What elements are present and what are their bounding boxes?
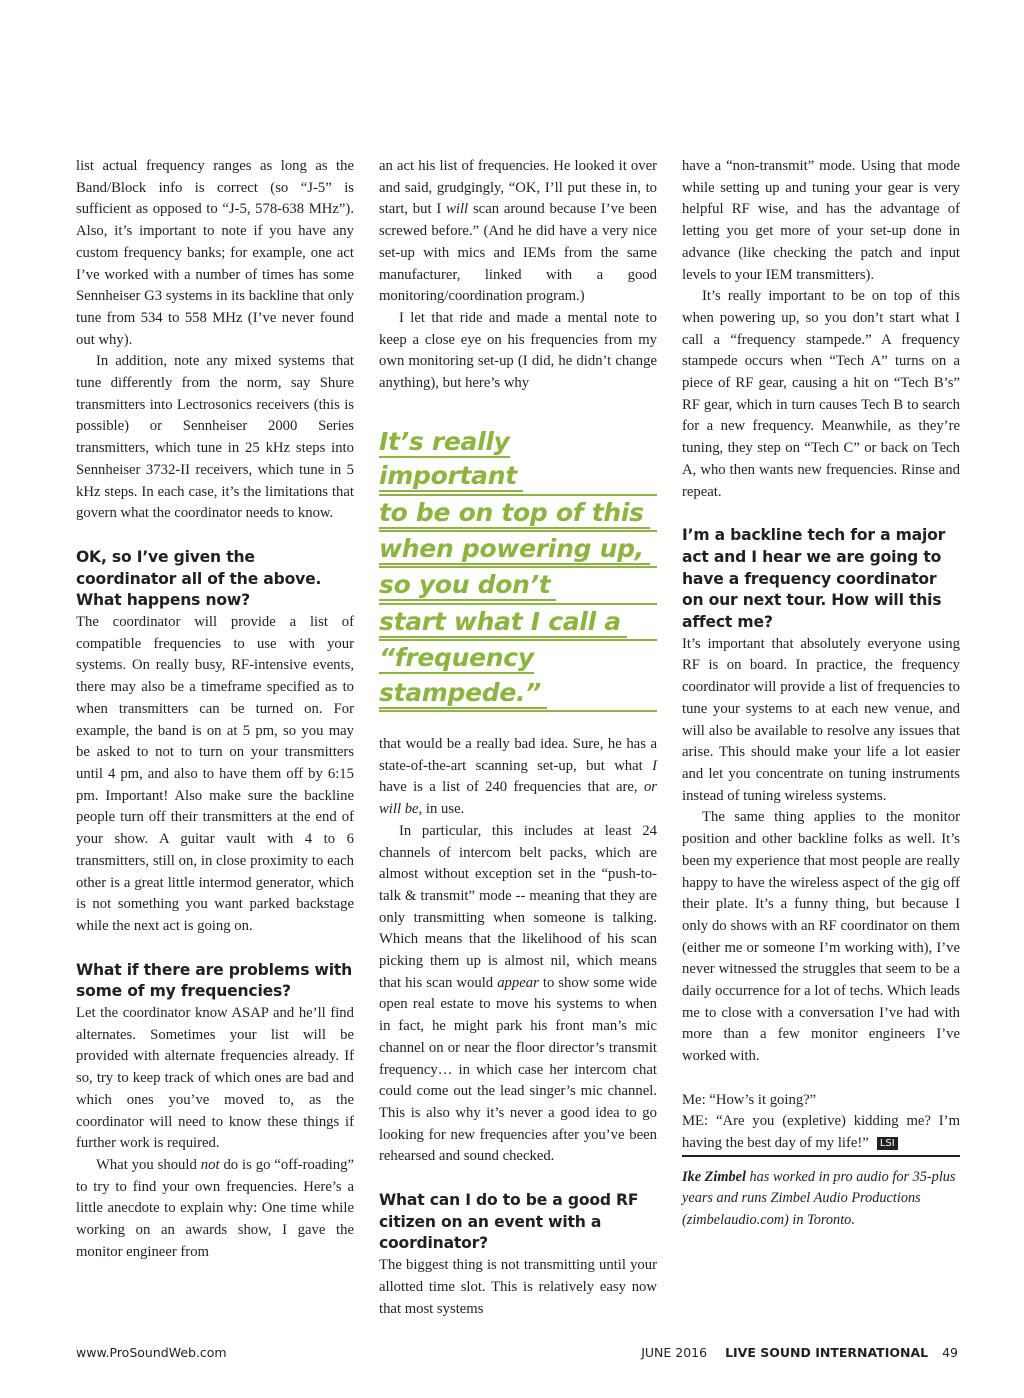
paragraph: have a “non-transmit” mode. Using that mode while setting up and tuning your gear is very helpful RF wise, and has the advantage of letting you get more of your set-up done in advance (like checking the patch and input levels to your IEM transmitters). bbox=[682, 158, 960, 283]
pull-quote-line: to be on top of this bbox=[379, 498, 650, 529]
author-bio: Ike Zimbel has worked in pro audio for 35-plus years and runs Zimbel Audio Productions (zimbelaudio.com) in Toronto. bbox=[682, 1155, 960, 1232]
paragraph: list actual frequency ranges as long as the Band/Block info is correct (so “J-5” is sufficient as opposed to “J-5, 578-638 MHz”). Also, it’s important to note if you have any custom frequency banks; for example, one act I’ve worked with a number of times has some Sennheiser G3 systems in its backline that only tune from 534 to 558 MHz (I’ve never found out why). bbox=[76, 158, 354, 348]
article-column-2 bbox=[379, 156, 657, 1320]
article-column-3 bbox=[682, 156, 960, 1232]
section-heading: What if there are problems with some of my frequencies? bbox=[76, 960, 353, 1001]
pull-quote bbox=[379, 425, 657, 712]
dialogue-line: ME: “Are you (expletive) kidding me? I’m having the best day of my life!” LSI bbox=[682, 1113, 960, 1151]
paragraph: that would be a really bad idea. Sure, he has a state-of-the-art scanning set-up, but what I have is a list of 240 frequencies that are, or will be, in use. bbox=[379, 735, 657, 818]
paragraph: an act his list of frequencies. He looked it over and said, grudgingly, “OK, I’ll put these in, to start, but I will scan around because I’ve been screwed before.” (And he did have a very nice set-up with mics and IEMs from the same manufacturer, linked with a good monitoring/coordination program.) bbox=[379, 158, 657, 305]
paragraph: In addition, note any mixed systems that tune differently from the norm, say Shure transmitters into Lectrosonics receivers (this is possible) or Sennheiser 2000 Series transmitters, which tune in 25 kHz steps into Sennheiser 3732-II receivers, which tune in 5 kHz steps. In each case, it’s the limitations that govern what the coordinator needs to know. bbox=[76, 353, 354, 522]
article-column-1 bbox=[76, 156, 354, 1263]
issue-date: JUNE 2016 bbox=[641, 1345, 708, 1360]
paragraph: In particular, this includes at least 24 channels of intercom belt packs, which are almost without exception set in the “push-to-talk & transmit” mode -- meaning that they are only transmitting when someone is talking. Which means that the likelihood of his scan picking them up is almost nil, which means that his scan would appear to show some wide open real estate to move his systems to when in fact, he might park his front man’s mic channel on or near the floor director’s transmit frequency… in which case her intercom chat could come out the lead singer’s mic channel. This is also why it’s never a good idea to go looking for new frequencies after you’ve been rehearsed and sound checked. bbox=[379, 822, 657, 1165]
paragraph: The same thing applies to the monitor position and other backline folks as well. It’s been my experience that most people are really happy to have the wireless aspect of the gig off their plate. It’s a funny thing, but because I only do shows with an RF coordinator on them (either me or someone I’m working with), I’ve never witnessed the struggles that seem to be a daily occurrence for a lot of techs. Which leads me to close with a conversation I’ve had with more than a few monitor engineers I’ve worked with. bbox=[682, 809, 960, 1065]
pull-quote-line: when powering up, bbox=[379, 534, 650, 565]
page-number: 49 bbox=[942, 1345, 958, 1360]
footer-website[interactable]: www.ProSoundWeb.com bbox=[76, 1345, 227, 1360]
end-mark: LSI bbox=[877, 1137, 898, 1150]
paragraph: Let the coordinator know ASAP and he’ll find alternates. Sometimes your list will be provided with alternate frequencies already. If so, try to keep track of which ones are bad and which ones you’ve moved to, as the coordinator will need to know these things if further work is required. bbox=[76, 1005, 354, 1152]
section-heading: What can I do to be a good RF citizen on an event with a coordinator? bbox=[379, 1191, 639, 1253]
paragraph: It’s important that absolutely everyone using RF is on board. In practice, the frequency coordinator will provide a list of frequencies to tune your systems to at each new venue, and will also be available to resolve any issues that arise. This should make your life a lot easier and let you concentrate on tuning instruments instead of tuning wireless systems. bbox=[682, 635, 960, 804]
pull-quote-line: so you don’t bbox=[379, 570, 556, 601]
paragraph: The biggest thing is not transmitting until your allotted time slot. This is relatively easy now that most systems bbox=[379, 1257, 657, 1317]
magazine-name: LIVE SOUND INTERNATIONAL bbox=[725, 1345, 929, 1360]
author-name: Ike Zimbel bbox=[682, 1168, 746, 1185]
section-heading: I’m a backline tech for a major act and I hear we are going to have a frequency coordinator on our next tour. How will this affect me? bbox=[682, 526, 946, 632]
footer-issue-info bbox=[641, 1345, 958, 1360]
pull-quote-line: “frequency stampede.” bbox=[379, 643, 547, 708]
paragraph: I let that ride and made a mental note to keep a close eye on his frequencies from my own monitoring set-up (I did, he didn’t change anything), but here’s why bbox=[379, 309, 657, 392]
pull-quote-line: It’s really important bbox=[379, 427, 523, 492]
section-heading: OK, so I’ve given the coordinator all of the above. What happens now? bbox=[76, 547, 322, 610]
paragraph: It’s really important to be on top of this when powering up, so you don’t start what I call a “frequency stampede.” A frequency stampede occurs when “Tech A” turns on a piece of RF gear, causing a hit on “Tech B’s” RF gear, which in turn causes Tech B to search for a new frequency. Meanwhile, as they’re tuning, they step on “Tech C” or back on Tech A, who then wants new frequencies. Rinse and repeat. bbox=[682, 288, 960, 500]
paragraph: What you should not do is go “off-roading” to try to find your own frequencies. Here’s a little anecdote to explain why: One time while working on an awards show, I gave the monitor engineer from bbox=[76, 1156, 355, 1260]
pull-quote-line: start what I call a bbox=[379, 607, 627, 638]
dialogue-line: Me: “How’s it going?” bbox=[682, 1091, 817, 1108]
paragraph: The coordinator will provide a list of compatible frequencies to use with your systems. On really busy, RF-intensive events, there may also be a timeframe specified as to when transmitters can be turned on. For example, the band is on at 5 pm, so you may be asked to not to turn on your transmitters until 4 pm, and also to have them off by 6:15 pm. Important! Also make sure the backline people turn off their transmitters at the end of your show. A guitar vault with 4 to 6 transmitters, still on, in close proximity to each other is a great little intermod generator, which is not something you want parked backstage while the next act is going on. bbox=[76, 614, 354, 934]
